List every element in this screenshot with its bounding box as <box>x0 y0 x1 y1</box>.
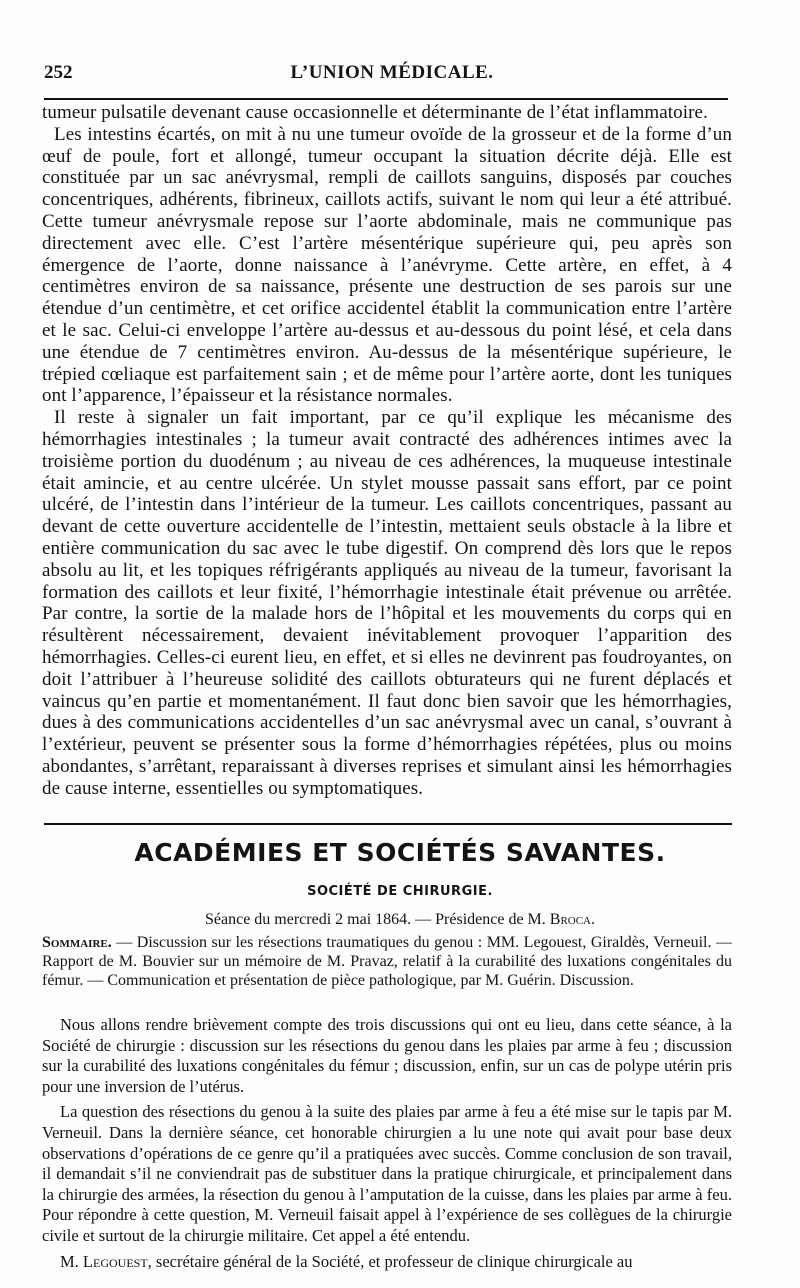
article-paragraph-1: tumeur pulsatile devenant cause occasionnelle et déterminante de l’état inflammatoire. <box>42 102 708 123</box>
session-suffix: . <box>591 911 595 928</box>
article-paragraph-2: Les intestins écartés, on mit à nu une tumeur ovoïde de la grosseur et de la forme d’un œuf de poule, fort et allongé, tumeur occupant la situation décrite déjà. Elle est constituée par un sac anévrysmal, rempli de caillots sanguins, disposés par couches concentriques, adhérents, fibrineux, caillots actifs, suivant le nom qui leur a été attribué. Cette tumeur anévrysmale repose sur l’aorte abdominale, mais ne communique pas directement avec elle. C’est l’artère mésentérique supérieure qui, peu après son émergence de l’aorte, donne naissance à l’anévryme. Cette artère, en effet, à 4 centimètres environ de sa naissance, présente une destruction de ses parois sur une étendue d’un centimètre, et cet orifice accidentel établit la communication entre l’artère et le sac. Celui-ci enveloppe l’artère au-dessus et au-dessous du point lésé, et cela dans une étendue de 7 centimètres environ. Au-dessus de la mésentérique supérieure, le trépied cœliaque est parfaitement sain ; et de même pour l’artère aorte, dont les tuniques ont l’apparence, l’épaisseur et la résistance normales. <box>42 123 732 407</box>
session-line <box>0 911 800 929</box>
paragraph-3-name: Legouest <box>82 1251 148 1271</box>
article-paragraph-3: Il reste à signaler un fait important, par ce qu’il explique les mécanisme des hémorrhagies intestinales ; la tumeur avait contracté des adhérences intimes avec la troisième portion du duodénum ; au niveau de ces adhérences, la muqueuse intestinale était amincie, et au centre ulcérée. Un stylet mousse passait sans effort, par ce point ulcéré, de l’intestin dans l’intérieur de la tumeur. Les caillots concentriques, passant au devant de cette ouverture accidentelle de l’intestin, mettaient seuls obstacle à la libre et entière communication du sac avec le tube digestif. On comprend dès lors que le repos absolu au lit, et les topiques réfrigérants appliqués au niveau de la tumeur, favorisant la formation des caillots et leur fixité, l’hémorrhagie intestinale était prévenue ou arrêtée. Par contre, la sortie de la malade hors de l’hôpital et les mouvements du corps qui en résultèrent nécessairement, devaient inévitablement provoquer l’apparition des hémorrhagies. Celles-ci eurent lieu, en effet, et si elles ne devinrent pas foudroyantes, on doit l’attribuer à l’heureuse solidité des caillots obturateurs qui ne furent déplacés et vaincus qu’en partie et momentanément. Il faut donc bien savoir que les hémorrhagies, dues à des communications accidentelles d’un sac anévrysmal avec un canal, s’ouvrant à l’extérieur, peuvent se présenter sous la forme d’hémorrhagies répétées, plus ou moins abondantes, s’arrêtant, reparaissant à diverses reprises et simulant ainsi les hémorrhagies de cause interne, essentielles ou symptomatiques. <box>42 407 732 799</box>
section-paragraph-2: La question des résections du genou à la suite des plaies par arme à feu a été mise sur le tapis par M. Verneuil. Dans la dernière séance, cet honorable chirurgien a lu une note qui avait pour base deux observations d’opérations de ce genre qu’il a pratiquées avec succès. Comme conclusion de son travail, il demandait s’il ne conviendrait pas de substituer dans la pratique chirurgicale, et principalement dans la chirurgie des armées, la résection du genou à l’amputation de la cuisse, dans les plaies par arme à feu. Pour répondre à cette question, M. Verneuil faisait appel à l’expérience de ses collègues de la chirurgie civile et surtout de la chirurgie militaire. Cet appel a été entendu. <box>42 1102 732 1245</box>
section-title: ACADÉMIES ET SOCIÉTÉS SAVANTES. <box>134 838 666 867</box>
summary-text: — Discussion sur les résections traumatiques du genou : MM. Legouest, Giraldès, Verneuil. — Rapport de M. Bouvier sur un mémoire de M. Pravaz, relatif à la curabilité des luxations congénitales du fémur. — Communication et présentation de pièce pathologique, par M. Guérin. Discussion. <box>42 934 732 989</box>
page-number: 252 <box>44 62 73 83</box>
paragraph-3-text: , secrétaire général de la Société, et professeur de clinique chirurgicale au <box>147 1251 633 1271</box>
journal-title: L’UNION MÉDICALE. <box>290 62 494 83</box>
section-paragraph-3 <box>42 1252 732 1273</box>
paragraph-3-prefix: M. <box>60 1251 83 1271</box>
section-body <box>42 1015 732 1272</box>
header-rule <box>44 98 728 100</box>
summary-lead: Sommaire. <box>42 934 112 951</box>
society-title: SOCIÉTÉ DE CHIRURGIE. <box>307 884 493 899</box>
section-divider <box>44 823 732 825</box>
summary <box>42 933 732 990</box>
running-head <box>44 62 740 88</box>
section-paragraph-1: Nous allons rendre brièvement compte des trois discussions qui ont eu lieu, dans cette séance, à la Société de chirurgie : discussion sur les résections du genou dans les plaies par arme à feu ; discussion sur la curabilité des luxations congénitales du fémur ; discussion, enfin, sur un cas de polype utérin pris pour une inversion de l’utérus. <box>42 1015 732 1096</box>
president-name: Broca <box>549 911 591 928</box>
session-prefix: Séance du mercredi 2 mai 1864. — Présidence de M. <box>204 911 550 928</box>
article-body <box>42 102 732 800</box>
